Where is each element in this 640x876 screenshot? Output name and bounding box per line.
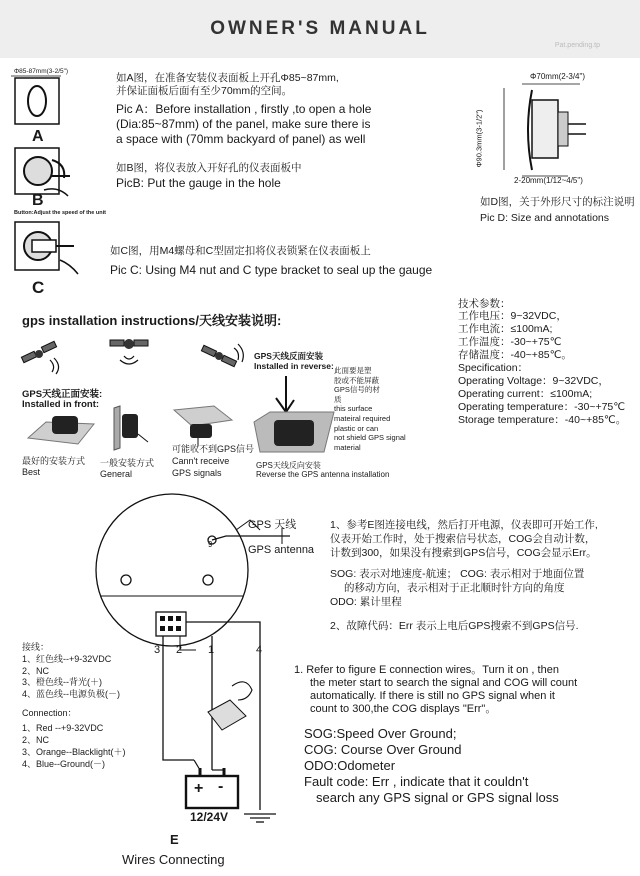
figure-c-text-en: Pic C: Using M4 nut and C type bracket to seal up the gauge xyxy=(110,263,433,277)
reverse-caption-cn: GPS天线反向安装 xyxy=(256,461,321,470)
reverse-caption-en: Reverse the GPS antenna installation xyxy=(256,470,390,479)
figure-d-dim-top: Φ70mm(2-3/4") xyxy=(530,72,586,81)
figure-a-text-en: Pic A：Before installation , firstly ,to open a hole (Dia:85~87mm) of the panel, make sure there is a space with (70mm backyard of panel) as well xyxy=(116,102,372,146)
figure-a-text-cn: 如A图，在准备安装仪表面板上开孔Φ85~87mm, 并保证面板后面有至少70mm的空间。 xyxy=(116,72,339,97)
figure-c-label: C xyxy=(32,278,45,297)
notes-cog: COG: Course Over Ground xyxy=(304,742,462,757)
pin-3-label: 3 xyxy=(154,644,161,656)
figure-d-dim-side: Φ90.3mm(3-1/2") xyxy=(474,109,484,168)
notes-cn-1: 1、参考E图连接电线，然后打开电源，仪表即可开始工作, 仪表开始工作时，处于搜索信号状态，COG会自动计数， 计数到300，如果没有搜索到GPS信号，COG会显示Err。 xyxy=(330,519,598,559)
figure-b-text-en: PicB: Put the gauge in the hole xyxy=(116,176,281,190)
wiring-caption: Wires Connecting xyxy=(122,852,225,867)
wiring-list-en: 1、Red --+9-32VDC 2、NC 3、Orange--Blacklight(＋) 4、Blue--Ground(－) xyxy=(22,723,126,769)
watermark: Pat.pending.tp xyxy=(554,42,600,49)
button-note: Button:Adjust the speed of the unit xyxy=(14,210,106,216)
best-install-cn: 最好的安装方式 xyxy=(22,456,86,466)
pin-2-label: 2 xyxy=(176,644,183,656)
battery-voltage: 12/24V xyxy=(190,810,229,824)
general-install-en: General xyxy=(100,469,133,479)
pin-1-label: 1 xyxy=(208,644,215,656)
gps-front-title-en: Installed in front: xyxy=(22,399,100,410)
notes-fault: Fault code: Err , indicate that it couldn't search any GPS signal or GPS signal loss xyxy=(304,774,559,805)
gps-reverse-title-cn: GPS天线反面安装 xyxy=(254,351,323,361)
notes-cn-odo: ODO: 累计里程 xyxy=(330,596,402,608)
notes-odo: ODO:Odometer xyxy=(304,758,396,773)
connector-block xyxy=(156,612,186,636)
figure-a-label: A xyxy=(32,128,44,145)
notes-cn-sog: SOG: 表示对地速度-航速； COG: 表示相对于地面位置 xyxy=(330,568,585,580)
battery-plus: + xyxy=(194,780,204,797)
battery-minus: - xyxy=(218,778,224,795)
notes-cn-sog-2: 的移动方向，表示相对于正北顺时针方向的角度 xyxy=(344,582,565,594)
specs-title-en: Specification： xyxy=(458,362,529,374)
gps-section-title: gps installation instructions/天线安装说明: xyxy=(22,313,282,328)
notes-en-1: 1. Refer to figure E connection wires。Turn it on , then the meter start to search the signal and COG will count automatically. If there is still no GPS signal when it count to 300,the COG displays "Err"。 xyxy=(294,664,578,715)
figure-b-label: B xyxy=(32,192,44,209)
wiring-list-cn: 1、红色线--+9-32VDC 2、NC 3、橙色线--背光(＋) 4、蓝色线--电源负极(－) xyxy=(22,654,120,699)
figure-e-label: E xyxy=(170,832,179,847)
figure-d-dim-bottom: 2-20mm(1/12~4/5") xyxy=(514,176,583,185)
gps-reverse-title-en: Installed in reverse: xyxy=(254,361,334,371)
figure-b-text-cn: 如B图，将仪表放入开好孔的仪表面板中 xyxy=(116,162,302,174)
specs-list-cn: 工作电压：9~32VDC， 工作电流：≤100mA; 工作温度：-30~+75℃ 存储温度：-40~+85℃。 xyxy=(458,310,572,361)
figure-c-text-cn: 如C图，用M4螺母和C型固定扣将仪表锁紧在仪表面板上 xyxy=(110,245,371,257)
figure-d-text-en: Pic D: Size and annotations xyxy=(480,212,609,224)
wiring-list-title-en: Connection： xyxy=(22,708,77,718)
wiring-list-title-cn: 接线： xyxy=(22,642,50,652)
specs-title-cn: 技术参数： xyxy=(458,298,511,310)
cannot-receive-cn: 可能收不到GPS信号 xyxy=(172,444,255,454)
notes-sog: SOG:Speed Over Ground; xyxy=(304,726,457,741)
general-install-cn: 一般安装方式 xyxy=(100,458,155,468)
antenna-label-cn: GPS 天线 xyxy=(248,519,297,531)
page-title: OWNER'S MANUAL xyxy=(210,18,430,39)
pin-4-label: 4 xyxy=(256,644,263,656)
best-install-en: Best xyxy=(22,467,41,477)
gps-front-title-cn: GPS天线正面安装: xyxy=(22,389,103,400)
reverse-material-note: 此面要是塑 胶或不能屏蔽 GPS信号的材 质 this surface mateiral required plastic or can not shield GPS signal material xyxy=(334,366,406,452)
antenna-label-en: GPS antenna xyxy=(248,544,315,556)
figure-d-text-cn: 如D图，关于外形尺寸的标注说明 xyxy=(480,196,635,208)
specs-list-en: Operating Voltage：9~32VDC， Operating current：≤100mA; Operating temperature：-30~+75℃ Storage temperature：-40~+85℃。 xyxy=(458,375,627,426)
figure-a-dimension: Φ85-87mm(3-2/5") xyxy=(14,68,69,75)
cannot-receive-en: Cann't receive GPS signals xyxy=(172,456,230,478)
gauge-back-circle xyxy=(96,494,248,646)
notes-cn-2: 2、故障代码：Err 表示上电后GPS搜索不到GPS信号. xyxy=(330,620,579,632)
pin-9-label: 9 xyxy=(208,540,213,549)
